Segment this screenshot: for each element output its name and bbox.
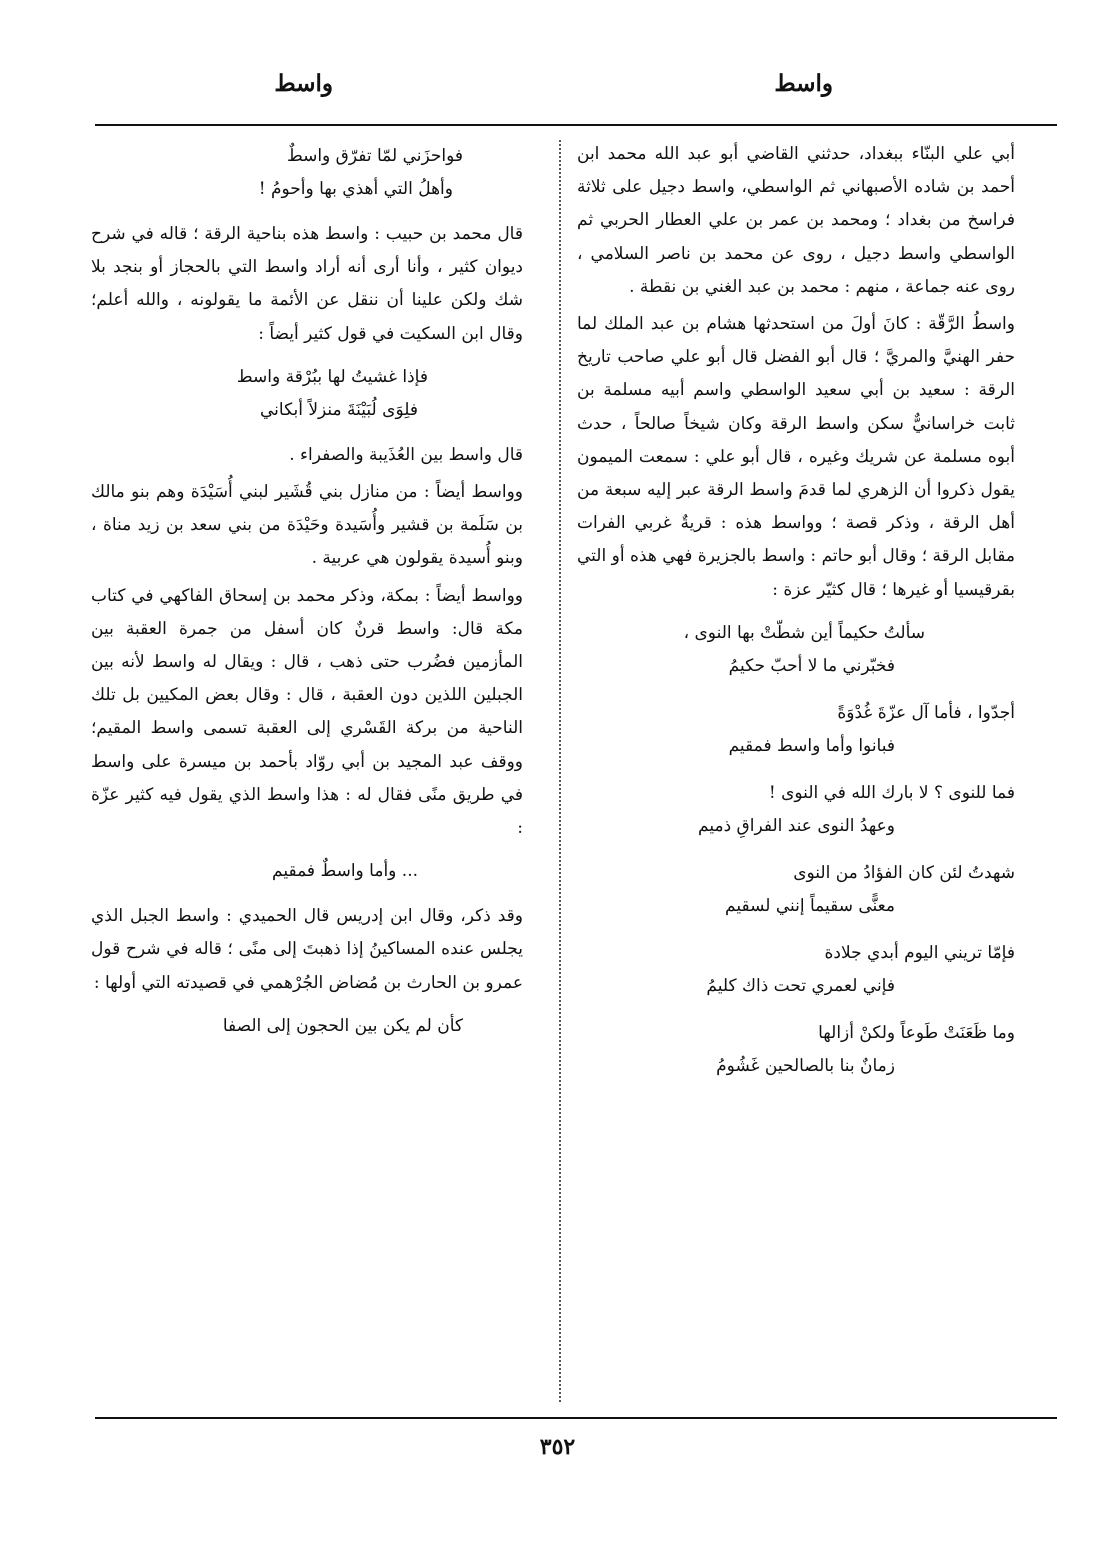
verse-line: ... وأما واسطٌ فمقيم (272, 861, 418, 882)
verse-line: وأهلُ التي أهذي بها وأحومُ ! (258, 179, 453, 199)
verse-line: أجدّوا ، فأما آل عزّةَ غُدْوَةً (837, 702, 1015, 723)
left-paragraph-2: قال واسط بين العُذَيبة والصفراء . (289, 444, 523, 465)
verse-line: فإذا غشيتُ لها ببُرْقة واسط (236, 366, 428, 387)
running-head-right: واسط (774, 70, 833, 97)
running-head-left: واسط (274, 70, 333, 97)
left-paragraph-4: وواسط أيضاً : بمكة، وذكر محمد بن إسحاق الفاكهي في كتاب مكة قال: واسط قرنٌ كان أسفل من جمرة العقبة بين المأزمين فضُرب حتى ذهب ، قال : ويقال له واسط لأنه بين الجبلين اللذين دون العقبة ، قال : وقال بعض المكيين بل تلك الناحية من بركة القَسْري إلى العقبة تسمى واسط المقيم؛ ووقف عبد المجيد بن أبي روّاد بأحمد بن ميسرة على واسط في طريق منًى فقال له : هذا واسط الذي يقول فيه كثير عزّة : (91, 585, 524, 839)
right-paragraph-1: أبي علي البنّاء ببغداد، حدثني القاضي أبو عبد الله محمد ابن أحمد بن شاده الأصبهاني ثم الواسطي، واسط دجيل على ثلاثة فراسخ من بغداد ؛ ومحمد بن عمر بن علي العطار الحربي ثم الواسطي واسط دجيل ، روى عن محمد بن ناصر السلامي ، روى عنه جماعة ، منهم : محمد بن عبد الغني بن نقطة . (577, 144, 1015, 297)
left-verse-block-1 (91, 140, 523, 206)
left-column (91, 138, 523, 1055)
verse-line: فبانوا وأما واسط فمقيم (728, 735, 895, 756)
verse-line: فواحزَني لمّا تفرّق واسطٌ (286, 146, 463, 166)
verse-line: فلِوَى لُبَيْنَةَ منزلاً أبكاني (260, 399, 418, 420)
verse-line: سألتُ حكيماً أين شطّتْ بها النوى ، (683, 622, 925, 643)
bottom-rule (95, 1417, 1057, 1419)
left-verse-block-4 (91, 1010, 523, 1043)
verse-line: وعهدُ النوى عند الفراقِ ذميم (698, 815, 895, 836)
right-paragraph-2: واسطُ الرَّقّة : كانَ أولَ من استحدثها هشام بن عبد الملك لما حفر الهنيَّ والمريَّ ؛ قال أبو الفضل قال أبو علي صاحب تاريخ الرقة : سعيد بن أبي سعيد الواسطي واسم أبيه مسلمة بن ثابت خراسانيٌّ سكن واسط الرقة وكان شيخاً صالحاً ، حدث أبوه مسلمة عن شريك وغيره ، قال أبو علي : سمعت الميمون يقول ذكروا أن الزهري لما قدمَ واسط الرقة عبر إليه سبعة من أهل الرقة ، وذكر قصة ؛ وواسط هذه : قريةٌ غربي الفرات مقابل الرقة ؛ وقال أبو حاتم : واسط بالجزيرة فهي هذه أو التي بقرقيسيا أو غيرها ؛ قال كثيّر عزة : (577, 314, 1015, 600)
top-rule (95, 124, 1057, 126)
verse-line: فإمّا تريني اليوم أبدي جلادة (824, 942, 1015, 963)
left-paragraph-5: وقد ذكر، وقال ابن إدريس قال الحميدي : واسط الجبل الذي يجلس عنده المساكينُ إذا ذهبتَ إلى منًى ؛ قاله في شرح قول عمرو بن الحارث بن مُضاض الجُرْهمي في قصيدته التي أولها : (91, 906, 523, 993)
left-verse-block-3 (91, 855, 523, 888)
page-number: ٣٥٢ (539, 1434, 576, 1460)
verse-line: معنًّى سقيماً إنني لسقيم (725, 895, 895, 916)
verse-line: فخبّرني ما لا أحبّ حكيمُ (728, 655, 895, 676)
verse-line: فما للنوى ؟ لا بارك الله في النوى ! (768, 782, 1015, 803)
verse-line: فإني لعمري تحت ذاك كليمُ (706, 975, 895, 996)
verse-line: وما ظَعَنَتْ طَوعاً ولكنْ أزالها (818, 1022, 1015, 1043)
verse-line: شهدتُ لئن كان الفؤادُ من النوى (793, 862, 1015, 883)
left-paragraph-3: وواسط أيضاً : من منازل بني قُشَير لبني أُسَيْدَة وهم بنو مالك بن سَلَمة بن قشير وأُسَيدة وحَيْدَة من بني سعد بن زيد مناة ، وبنو أُسيدة يقولون هي عربية . (91, 482, 523, 569)
column-divider (559, 140, 561, 1402)
left-verse-block-2 (91, 361, 523, 427)
verse-line: زمانٌ بنا بالصالحين غَشُومُ (716, 1055, 895, 1076)
right-column (577, 138, 1015, 1095)
verse-line: كأن لم يكن بين الحجون إلى الصفا (222, 1015, 463, 1036)
right-verse-block (577, 617, 1015, 1083)
left-paragraph-1: قال محمد بن حبيب : واسط هذه بناحية الرقة ؛ قاله في شرح ديوان كثير ، وأنا أرى أنه أراد واسط التي بالحجاز أو بنجد بلا شك ولكن علينا أن ننقل عن الأئمة ما يقولونه ، والله أعلم؛ وقال ابن السكيت في قول كثير أيضاً : (91, 224, 523, 344)
